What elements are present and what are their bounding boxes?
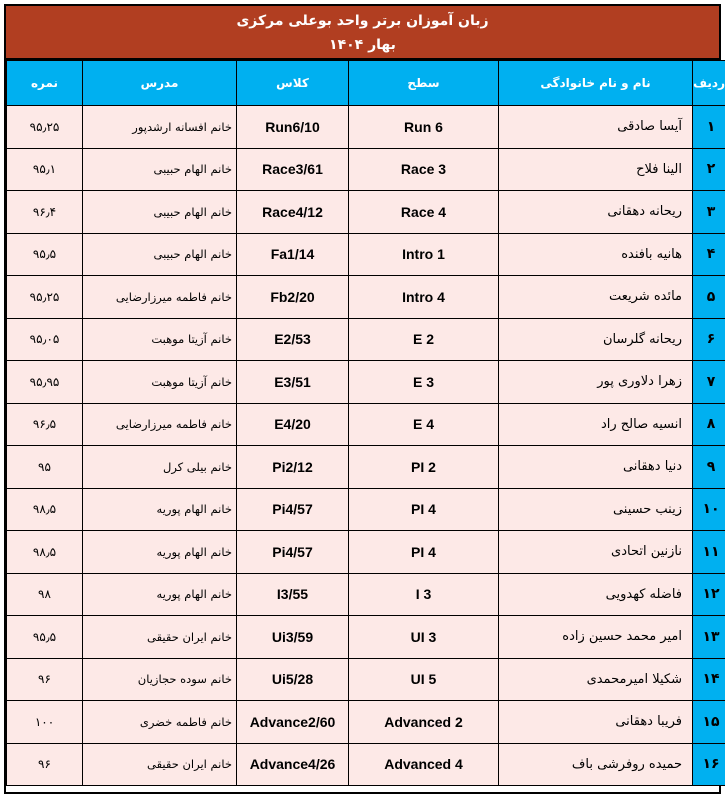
teacher-cell: خانم الهام پوریه xyxy=(83,531,237,574)
row-index: ۹ xyxy=(693,446,725,489)
row-index: ۱۳ xyxy=(693,616,725,659)
table-row xyxy=(7,403,725,446)
row-index: ۱۶ xyxy=(693,743,725,786)
score-cell: ۹۸٫۵ xyxy=(7,488,83,531)
class-cell: E4/20 xyxy=(237,403,349,446)
level-cell: Intro 1 xyxy=(349,233,499,276)
level-cell: Race 4 xyxy=(349,191,499,234)
student-name: فریبا دهقانی xyxy=(499,701,693,744)
class-cell: Fa1/14 xyxy=(237,233,349,276)
table-row xyxy=(7,743,725,786)
student-name: زینب حسینی xyxy=(499,488,693,531)
table-row xyxy=(7,446,725,489)
level-cell: PI 4 xyxy=(349,488,499,531)
class-cell: Race3/61 xyxy=(237,148,349,191)
student-name: الینا فلاح xyxy=(499,148,693,191)
class-cell: E2/53 xyxy=(237,318,349,361)
table-row xyxy=(7,148,725,191)
score-cell: ۹۵٫۵ xyxy=(7,616,83,659)
student-name: امیر محمد حسین زاده xyxy=(499,616,693,659)
teacher-cell: خانم فاطمه خضری xyxy=(83,701,237,744)
score-cell: ۹۶٫۵ xyxy=(7,403,83,446)
score-cell: ۹۸ xyxy=(7,573,83,616)
row-index: ۸ xyxy=(693,403,725,446)
header-row xyxy=(7,61,725,106)
class-cell: I3/55 xyxy=(237,573,349,616)
class-cell: Race4/12 xyxy=(237,191,349,234)
class-cell: Advance2/60 xyxy=(237,701,349,744)
teacher-cell: خانم ایران حقیقی xyxy=(83,616,237,659)
student-name: آیسا صادقی xyxy=(499,106,693,149)
student-name: شکیلا امیرمحمدی xyxy=(499,658,693,701)
teacher-cell: خانم الهام پوریه xyxy=(83,573,237,616)
class-cell: Pi4/57 xyxy=(237,488,349,531)
teacher-cell: خانم سوده حجازیان xyxy=(83,658,237,701)
student-name: ریحانه گلرسان xyxy=(499,318,693,361)
column-header-score: نمره xyxy=(7,61,83,106)
students-table xyxy=(6,60,725,786)
level-cell: E 4 xyxy=(349,403,499,446)
level-cell: Race 3 xyxy=(349,148,499,191)
row-index: ۱۵ xyxy=(693,701,725,744)
teacher-cell: خانم بیلی کرل xyxy=(83,446,237,489)
class-cell: Ui3/59 xyxy=(237,616,349,659)
level-cell: E 3 xyxy=(349,361,499,404)
score-cell: ۱۰۰ xyxy=(7,701,83,744)
table-row xyxy=(7,276,725,319)
class-cell: Fb2/20 xyxy=(237,276,349,319)
level-cell: Advanced 2 xyxy=(349,701,499,744)
level-cell: PI 4 xyxy=(349,531,499,574)
sheet xyxy=(4,4,725,794)
student-name: هانیه بافنده xyxy=(499,233,693,276)
score-cell: ۹۵٫۹۵ xyxy=(7,361,83,404)
class-cell: E3/51 xyxy=(237,361,349,404)
table-row xyxy=(7,531,725,574)
row-index: ۷ xyxy=(693,361,725,404)
level-cell: E 2 xyxy=(349,318,499,361)
page-title: زبان آموزان برتر واحد بوعلی مرکزی xyxy=(236,13,489,29)
student-name: فاضله کهدویی xyxy=(499,573,693,616)
table-row xyxy=(7,616,725,659)
column-header-level: سطح xyxy=(349,61,499,106)
row-index: ۲ xyxy=(693,148,725,191)
column-header-teacher: مدرس xyxy=(83,61,237,106)
teacher-cell: خانم فاطمه میرزارضایی xyxy=(83,403,237,446)
row-index: ۳ xyxy=(693,191,725,234)
class-cell: Pi2/12 xyxy=(237,446,349,489)
score-cell: ۹۵٫۵ xyxy=(7,233,83,276)
teacher-cell: خانم فاطمه میرزارضایی xyxy=(83,276,237,319)
column-header-index: ردیف xyxy=(693,61,725,106)
level-cell: Run 6 xyxy=(349,106,499,149)
table-row xyxy=(7,233,725,276)
score-cell: ۹۶ xyxy=(7,658,83,701)
table-body xyxy=(7,106,725,786)
teacher-cell: خانم ایران حقیقی xyxy=(83,743,237,786)
teacher-cell: خانم الهام حبیبی xyxy=(83,233,237,276)
page-subtitle: بهار ۱۴۰۴ xyxy=(329,37,396,53)
title-banner xyxy=(6,6,719,60)
student-name: دنیا دهقانی xyxy=(499,446,693,489)
column-header-name: نام و نام خانوادگی xyxy=(499,61,693,106)
level-cell: UI 5 xyxy=(349,658,499,701)
student-name: مائده شریعت xyxy=(499,276,693,319)
class-cell: Advance4/26 xyxy=(237,743,349,786)
class-cell: Run6/10 xyxy=(237,106,349,149)
score-cell: ۹۵ xyxy=(7,446,83,489)
table-row xyxy=(7,106,725,149)
student-name: انسیه صالح راد xyxy=(499,403,693,446)
row-index: ۴ xyxy=(693,233,725,276)
row-index: ۶ xyxy=(693,318,725,361)
teacher-cell: خانم افسانه ارشدپور xyxy=(83,106,237,149)
row-index: ۱۰ xyxy=(693,488,725,531)
level-cell: Intro 4 xyxy=(349,276,499,319)
student-name: نازنین اتحادی xyxy=(499,531,693,574)
column-header-class: کلاس xyxy=(237,61,349,106)
table-row xyxy=(7,658,725,701)
teacher-cell: خانم الهام پوریه xyxy=(83,488,237,531)
row-index: ۱ xyxy=(693,106,725,149)
row-index: ۵ xyxy=(693,276,725,319)
score-cell: ۹۵٫۰۵ xyxy=(7,318,83,361)
level-cell: UI 3 xyxy=(349,616,499,659)
score-cell: ۹۶ xyxy=(7,743,83,786)
row-index: ۱۲ xyxy=(693,573,725,616)
level-cell: Advanced 4 xyxy=(349,743,499,786)
table-row xyxy=(7,701,725,744)
row-index: ۱۴ xyxy=(693,658,725,701)
score-cell: ۹۶٫۴ xyxy=(7,191,83,234)
teacher-cell: خانم الهام حبیبی xyxy=(83,191,237,234)
level-cell: PI 2 xyxy=(349,446,499,489)
level-cell: I 3 xyxy=(349,573,499,616)
student-name: زهرا دلاوری پور xyxy=(499,361,693,404)
score-cell: ۹۸٫۵ xyxy=(7,531,83,574)
teacher-cell: خانم آزیتا موهبت xyxy=(83,361,237,404)
table-row xyxy=(7,488,725,531)
class-cell: Pi4/57 xyxy=(237,531,349,574)
table-row xyxy=(7,318,725,361)
row-index: ۱۱ xyxy=(693,531,725,574)
student-name: حمیده روفرشی باف xyxy=(499,743,693,786)
score-cell: ۹۵٫۲۵ xyxy=(7,276,83,319)
score-cell: ۹۵٫۲۵ xyxy=(7,106,83,149)
class-cell: Ui5/28 xyxy=(237,658,349,701)
score-cell: ۹۵٫۱ xyxy=(7,148,83,191)
table-row xyxy=(7,573,725,616)
teacher-cell: خانم الهام حبیبی xyxy=(83,148,237,191)
table-row xyxy=(7,361,725,404)
teacher-cell: خانم آزیتا موهبت xyxy=(83,318,237,361)
student-name: ریحانه دهقانی xyxy=(499,191,693,234)
table-row xyxy=(7,191,725,234)
